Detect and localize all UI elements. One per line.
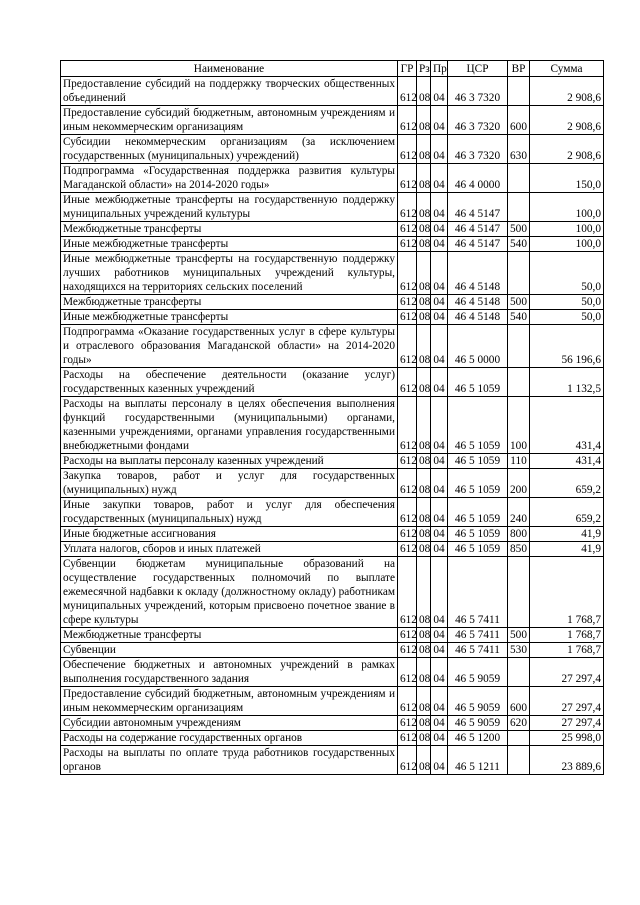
sum-cell: 41,9 (530, 527, 604, 542)
pr-cell: 04 (431, 77, 448, 106)
vr-cell: 500 (508, 295, 530, 310)
table-row (61, 193, 604, 222)
table-row (61, 658, 604, 687)
gr-cell: 612 (398, 643, 417, 658)
gr-cell: 612 (398, 557, 417, 628)
name-cell: Расходы на выплаты персоналу в целях обеспечения выполнения функций государственными (муниципальными) органами, казенными учреждениями, органами управления государственными внебюджетными фондами (61, 397, 398, 454)
pr-cell: 04 (431, 527, 448, 542)
header-sum: Сумма (530, 61, 604, 77)
csr-cell: 46 3 7320 (448, 135, 508, 164)
table-row (61, 746, 604, 775)
table-row (61, 106, 604, 135)
vr-cell: 500 (508, 222, 530, 237)
table-row (61, 731, 604, 746)
name-cell: Расходы на обеспечение деятельности (оказание услуг) государственных казенных учреждений (61, 368, 398, 397)
name-cell: Межбюджетные трансферты (61, 628, 398, 643)
table-row (61, 222, 604, 237)
vr-cell: 540 (508, 237, 530, 252)
pr-cell: 04 (431, 542, 448, 557)
table-row (61, 498, 604, 527)
csr-cell: 46 5 9059 (448, 687, 508, 716)
rz-cell: 08 (417, 454, 431, 469)
table-row (61, 135, 604, 164)
csr-cell: 46 3 7320 (448, 106, 508, 135)
sum-cell: 659,2 (530, 469, 604, 498)
sum-cell: 27 297,4 (530, 716, 604, 731)
vr-cell (508, 252, 530, 295)
sum-cell: 50,0 (530, 310, 604, 325)
gr-cell: 612 (398, 106, 417, 135)
header-gr: ГР (398, 61, 417, 77)
name-cell: Предоставление субсидий на поддержку творческих общественных объединений (61, 77, 398, 106)
vr-cell: 100 (508, 397, 530, 454)
gr-cell: 612 (398, 498, 417, 527)
table-row (61, 368, 604, 397)
table-row (61, 454, 604, 469)
pr-cell: 04 (431, 325, 448, 368)
gr-cell: 612 (398, 368, 417, 397)
rz-cell: 08 (417, 222, 431, 237)
name-cell: Расходы на содержание государственных органов (61, 731, 398, 746)
vr-cell: 110 (508, 454, 530, 469)
vr-cell: 620 (508, 716, 530, 731)
pr-cell: 04 (431, 135, 448, 164)
table-row (61, 252, 604, 295)
csr-cell: 46 5 9059 (448, 658, 508, 687)
csr-cell: 46 4 0000 (448, 164, 508, 193)
csr-cell: 46 5 1059 (448, 397, 508, 454)
rz-cell: 08 (417, 557, 431, 628)
pr-cell: 04 (431, 222, 448, 237)
header-rz: Рз (417, 61, 431, 77)
vr-cell: 800 (508, 527, 530, 542)
sum-cell: 2 908,6 (530, 106, 604, 135)
rz-cell: 08 (417, 746, 431, 775)
gr-cell: 612 (398, 222, 417, 237)
vr-cell (508, 658, 530, 687)
pr-cell: 04 (431, 731, 448, 746)
sum-cell: 27 297,4 (530, 658, 604, 687)
pr-cell: 04 (431, 643, 448, 658)
name-cell: Подпрограмма «Государственная поддержка развития культуры Магаданской области» на 2014-2020 годы» (61, 164, 398, 193)
sum-cell: 25 998,0 (530, 731, 604, 746)
csr-cell: 46 3 7320 (448, 77, 508, 106)
table-row (61, 643, 604, 658)
pr-cell: 04 (431, 498, 448, 527)
name-cell: Расходы на выплаты по оплате труда работников государственных органов (61, 746, 398, 775)
vr-cell: 530 (508, 643, 530, 658)
name-cell: Расходы на выплаты персоналу казенных учреждений (61, 454, 398, 469)
gr-cell: 612 (398, 746, 417, 775)
pr-cell: 04 (431, 368, 448, 397)
rz-cell: 08 (417, 310, 431, 325)
sum-cell: 100,0 (530, 237, 604, 252)
gr-cell: 612 (398, 658, 417, 687)
name-cell: Субвенции (61, 643, 398, 658)
gr-cell: 612 (398, 628, 417, 643)
pr-cell: 04 (431, 237, 448, 252)
pr-cell: 04 (431, 716, 448, 731)
pr-cell: 04 (431, 397, 448, 454)
header-vr: ВР (508, 61, 530, 77)
name-cell: Субвенции бюджетам муниципальные образований на осуществление государственных полномочий по выплате ежемесячной надбавки к окладу (должностному окладу) работникам муниципальных учреждений, которым присвоено почетное звание в сфере культуры (61, 557, 398, 628)
table-row (61, 310, 604, 325)
rz-cell: 08 (417, 237, 431, 252)
gr-cell: 612 (398, 164, 417, 193)
gr-cell: 612 (398, 469, 417, 498)
header-name: Наименование (61, 61, 398, 77)
csr-cell: 46 5 7411 (448, 557, 508, 628)
name-cell: Подпрограмма «Оказание государственных услуг в сфере культуры и отраслевого образования Магаданской области» на 2014-2020 годы» (61, 325, 398, 368)
header-pr: Пр (431, 61, 448, 77)
gr-cell: 612 (398, 237, 417, 252)
sum-cell: 1 132,5 (530, 368, 604, 397)
rz-cell: 08 (417, 687, 431, 716)
vr-cell: 600 (508, 106, 530, 135)
pr-cell: 04 (431, 557, 448, 628)
csr-cell: 46 4 5147 (448, 237, 508, 252)
rz-cell: 08 (417, 106, 431, 135)
rz-cell: 08 (417, 498, 431, 527)
pr-cell: 04 (431, 746, 448, 775)
rz-cell: 08 (417, 252, 431, 295)
rz-cell: 08 (417, 542, 431, 557)
pr-cell: 04 (431, 295, 448, 310)
gr-cell: 612 (398, 135, 417, 164)
pr-cell: 04 (431, 454, 448, 469)
csr-cell: 46 5 0000 (448, 325, 508, 368)
sum-cell: 431,4 (530, 397, 604, 454)
gr-cell: 612 (398, 397, 417, 454)
table-row (61, 295, 604, 310)
csr-cell: 46 5 1059 (448, 498, 508, 527)
table-row (61, 542, 604, 557)
vr-cell (508, 557, 530, 628)
vr-cell (508, 746, 530, 775)
gr-cell: 612 (398, 325, 417, 368)
pr-cell: 04 (431, 658, 448, 687)
csr-cell: 46 5 1200 (448, 731, 508, 746)
csr-cell: 46 5 1059 (448, 527, 508, 542)
table-row (61, 628, 604, 643)
pr-cell: 04 (431, 628, 448, 643)
rz-cell: 08 (417, 716, 431, 731)
csr-cell: 46 4 5148 (448, 252, 508, 295)
name-cell: Иные закупки товаров, работ и услуг для обеспечения государственных (муниципальных) нужд (61, 498, 398, 527)
rz-cell: 08 (417, 295, 431, 310)
name-cell: Иные межбюджетные трансферты на государственную поддержку лучших работников муниципальных учреждений культуры, находящихся на территориях сельских поселений (61, 252, 398, 295)
rz-cell: 08 (417, 469, 431, 498)
gr-cell: 612 (398, 295, 417, 310)
name-cell: Предоставление субсидий бюджетным, автономным учреждениям и иным некоммерческим организациям (61, 106, 398, 135)
rz-cell: 08 (417, 164, 431, 193)
pr-cell: 04 (431, 106, 448, 135)
csr-cell: 46 5 1059 (448, 454, 508, 469)
table-row (61, 716, 604, 731)
table-body (61, 77, 604, 775)
rz-cell: 08 (417, 658, 431, 687)
rz-cell: 08 (417, 135, 431, 164)
vr-cell: 240 (508, 498, 530, 527)
table-row (61, 397, 604, 454)
gr-cell: 612 (398, 310, 417, 325)
csr-cell: 46 5 1211 (448, 746, 508, 775)
rz-cell: 08 (417, 368, 431, 397)
sum-cell: 659,2 (530, 498, 604, 527)
gr-cell: 612 (398, 542, 417, 557)
sum-cell: 1 768,7 (530, 643, 604, 658)
gr-cell: 612 (398, 687, 417, 716)
gr-cell: 612 (398, 716, 417, 731)
gr-cell: 612 (398, 193, 417, 222)
rz-cell: 08 (417, 325, 431, 368)
csr-cell: 46 4 5148 (448, 310, 508, 325)
vr-cell (508, 731, 530, 746)
name-cell: Предоставление субсидий бюджетным, автономным учреждениям и иным некоммерческим организациям (61, 687, 398, 716)
vr-cell (508, 164, 530, 193)
pr-cell: 04 (431, 687, 448, 716)
sum-cell: 56 196,6 (530, 325, 604, 368)
name-cell: Иные межбюджетные трансферты (61, 310, 398, 325)
csr-cell: 46 4 5147 (448, 222, 508, 237)
name-cell: Закупка товаров, работ и услуг для государственных (муниципальных) нужд (61, 469, 398, 498)
vr-cell: 540 (508, 310, 530, 325)
table-row (61, 237, 604, 252)
vr-cell: 600 (508, 687, 530, 716)
sum-cell: 27 297,4 (530, 687, 604, 716)
pr-cell: 04 (431, 252, 448, 295)
pr-cell: 04 (431, 469, 448, 498)
gr-cell: 612 (398, 731, 417, 746)
gr-cell: 612 (398, 77, 417, 106)
pr-cell: 04 (431, 164, 448, 193)
table-row (61, 469, 604, 498)
budget-table (60, 60, 604, 775)
name-cell: Уплата налогов, сборов и иных платежей (61, 542, 398, 557)
sum-cell: 431,4 (530, 454, 604, 469)
sum-cell: 1 768,7 (530, 557, 604, 628)
vr-cell: 500 (508, 628, 530, 643)
csr-cell: 46 5 9059 (448, 716, 508, 731)
name-cell: Субсидии автономным учреждениям (61, 716, 398, 731)
sum-cell: 2 908,6 (530, 135, 604, 164)
gr-cell: 612 (398, 252, 417, 295)
csr-cell: 46 4 5148 (448, 295, 508, 310)
pr-cell: 04 (431, 310, 448, 325)
table-row (61, 557, 604, 628)
rz-cell: 08 (417, 731, 431, 746)
table-row (61, 77, 604, 106)
table-row (61, 164, 604, 193)
rz-cell: 08 (417, 628, 431, 643)
name-cell: Межбюджетные трансферты (61, 295, 398, 310)
rz-cell: 08 (417, 193, 431, 222)
sum-cell: 2 908,6 (530, 77, 604, 106)
name-cell: Межбюджетные трансферты (61, 222, 398, 237)
sum-cell: 100,0 (530, 193, 604, 222)
sum-cell: 1 768,7 (530, 628, 604, 643)
gr-cell: 612 (398, 527, 417, 542)
name-cell: Иные межбюджетные трансферты на государственную поддержку муниципальных учреждений культуры (61, 193, 398, 222)
name-cell: Обеспечение бюджетных и автономных учреждений в рамках выполнения государственного задания (61, 658, 398, 687)
vr-cell: 630 (508, 135, 530, 164)
table-header-row (61, 61, 604, 77)
csr-cell: 46 5 1059 (448, 469, 508, 498)
table-row (61, 325, 604, 368)
vr-cell (508, 77, 530, 106)
rz-cell: 08 (417, 643, 431, 658)
sum-cell: 50,0 (530, 295, 604, 310)
rz-cell: 08 (417, 77, 431, 106)
vr-cell (508, 325, 530, 368)
csr-cell: 46 5 7411 (448, 628, 508, 643)
table-row (61, 687, 604, 716)
name-cell: Иные бюджетные ассигнования (61, 527, 398, 542)
name-cell: Субсидии некоммерческим организациям (за исключением государственных (муниципальных) учреждений) (61, 135, 398, 164)
sum-cell: 100,0 (530, 222, 604, 237)
csr-cell: 46 5 7411 (448, 643, 508, 658)
sum-cell: 23 889,6 (530, 746, 604, 775)
csr-cell: 46 5 1059 (448, 542, 508, 557)
sum-cell: 150,0 (530, 164, 604, 193)
vr-cell (508, 193, 530, 222)
vr-cell: 200 (508, 469, 530, 498)
rz-cell: 08 (417, 397, 431, 454)
sum-cell: 50,0 (530, 252, 604, 295)
table-row (61, 527, 604, 542)
vr-cell: 850 (508, 542, 530, 557)
csr-cell: 46 4 5147 (448, 193, 508, 222)
vr-cell (508, 368, 530, 397)
csr-cell: 46 5 1059 (448, 368, 508, 397)
rz-cell: 08 (417, 527, 431, 542)
pr-cell: 04 (431, 193, 448, 222)
sum-cell: 41,9 (530, 542, 604, 557)
gr-cell: 612 (398, 454, 417, 469)
header-csr: ЦСР (448, 61, 508, 77)
name-cell: Иные межбюджетные трансферты (61, 237, 398, 252)
